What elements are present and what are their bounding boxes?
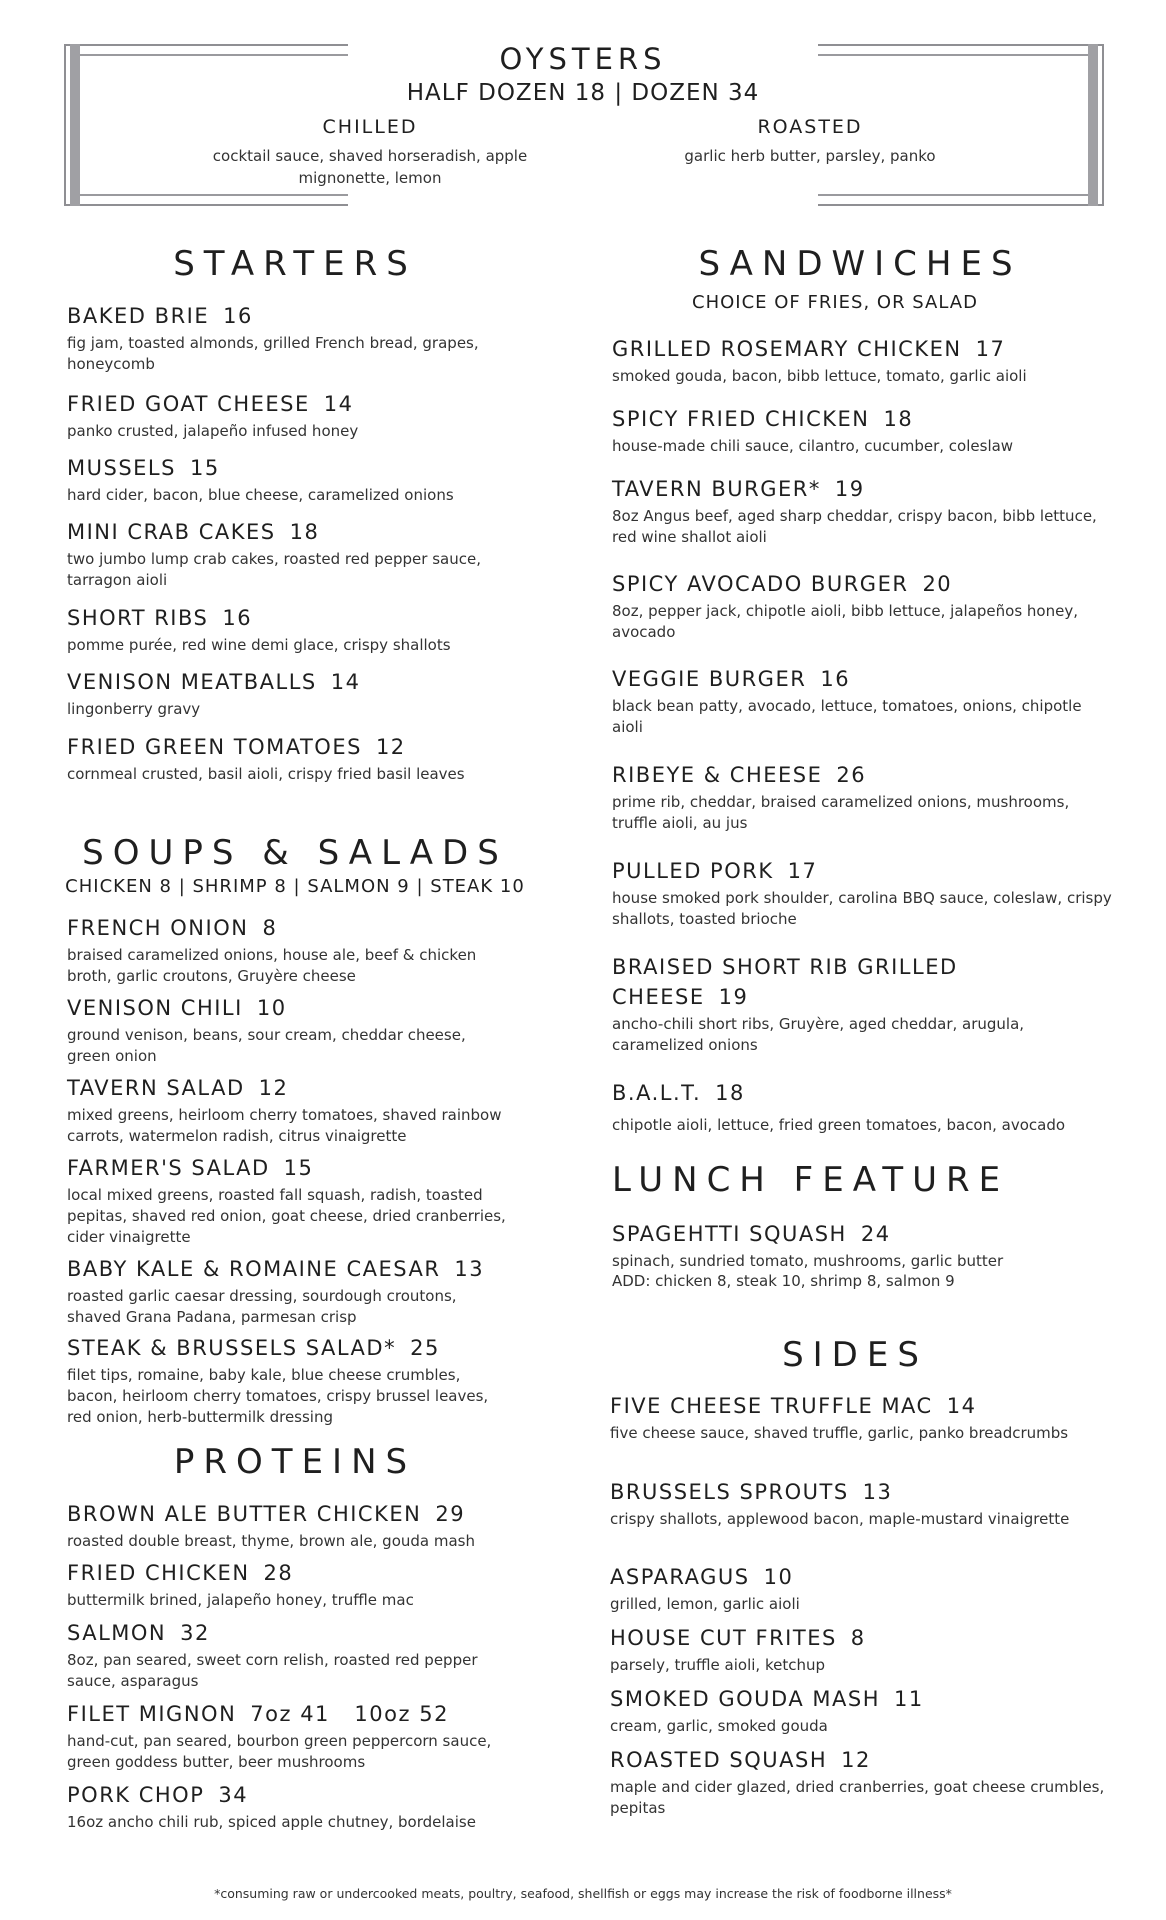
menu-item: [612, 475, 1112, 548]
item-desc: cornmeal crusted, basil aioli, crispy fried basil leaves: [67, 765, 465, 783]
item-desc: smoked gouda, bacon, bibb lettuce, tomato, garlic aioli: [612, 367, 1027, 385]
menu-item: [612, 761, 1112, 834]
item-price: 16: [223, 304, 253, 328]
item-name: PORK CHOP: [67, 1783, 205, 1807]
item-price: 15: [283, 1156, 314, 1180]
item-name: SPICY FRIED CHICKEN: [612, 407, 870, 431]
item-price: 26: [836, 763, 867, 787]
item-price: 13: [454, 1257, 485, 1281]
soups-salads-addons: CHICKEN 8 | SHRIMP 8 | SALMON 9 | STEAK 10: [65, 876, 525, 897]
item-desc: two jumbo lump crab cakes, roasted red pepper sauce, tarragon aioli: [67, 550, 481, 589]
sandwiches-subtitle: CHOICE OF FRIES, OR SALAD: [692, 292, 978, 313]
item-price: 18: [715, 1081, 745, 1105]
item-desc: panko crusted, jalapeño infused honey: [67, 422, 359, 440]
item-desc: mixed greens, heirloom cherry tomatoes, shaved rainbow carrots, watermelon radish, citrus vinaigrette: [67, 1106, 502, 1145]
item-desc: ancho-chili short ribs, Gruyère, aged cheddar, arugula, caramelized onions: [612, 1015, 1025, 1054]
menu-item: [67, 1700, 507, 1773]
item-desc: crispy shallots, applewood bacon, maple-mustard vinaigrette: [610, 1510, 1070, 1528]
item-price: 19: [718, 985, 749, 1009]
item-price: 8: [262, 916, 278, 940]
menu-item: [612, 335, 1112, 387]
item-desc: 8oz Angus beef, aged sharp cheddar, crispy bacon, bibb lettuce, red wine shallot aioli: [612, 507, 1097, 546]
item-price: 8: [850, 1626, 866, 1650]
item-price: 32: [180, 1621, 210, 1645]
item-desc: maple and cider glazed, dried cranberries, goat cheese crumbles, pepitas: [610, 1778, 1105, 1817]
item-price: 17: [975, 337, 1006, 361]
menu-item: [610, 1392, 1110, 1444]
item-price: 11: [893, 1687, 924, 1711]
menu-item: [67, 1334, 507, 1428]
item-name: BAKED BRIE: [67, 304, 210, 328]
item-desc: 8oz, pepper jack, chipotle aioli, bibb lettuce, jalapeños honey, avocado: [612, 602, 1078, 641]
menu-item: [612, 857, 1112, 930]
item-desc: roasted double breast, thyme, brown ale, gouda mash: [67, 1532, 475, 1550]
item-name: PULLED PORK: [612, 859, 774, 883]
menu-item: [67, 1074, 507, 1147]
item-price: 34: [218, 1783, 249, 1807]
item-desc: ground venison, beans, sour cream, cheddar cheese, green onion: [67, 1026, 466, 1065]
item-desc: 8oz, pan seared, sweet corn relish, roasted red pepper sauce, asparagus: [67, 1651, 478, 1690]
oysters-roasted-desc: garlic herb butter, parsley, panko: [684, 147, 936, 165]
menu-item: [67, 668, 507, 720]
item-name: SALMON: [67, 1621, 167, 1645]
oysters-frame-gap-bottom: [348, 190, 818, 210]
item-price: 16: [820, 667, 851, 691]
item-name: BROWN ALE BUTTER CHICKEN: [67, 1502, 422, 1526]
menu-item: [67, 994, 507, 1067]
item-name: SPICY AVOCADO BURGER: [612, 572, 909, 596]
item-name: MINI CRAB CAKES: [67, 520, 276, 544]
starters-title: STARTERS: [173, 244, 417, 284]
menu-item: [67, 390, 507, 442]
item-name: TAVERN BURGER*: [612, 477, 821, 501]
soups-salads-title: SOUPS & SALADS: [82, 833, 508, 873]
menu-item: [67, 914, 507, 987]
item-name: TAVERN SALAD: [67, 1076, 245, 1100]
item-desc: grilled, lemon, garlic aioli: [610, 1595, 800, 1613]
menu-item: [610, 1478, 1110, 1530]
menu-item: [612, 953, 1112, 1056]
oysters-price: HALF DOZEN 18 | DOZEN 34: [406, 80, 760, 106]
item-desc: prime rib, cheddar, braised caramelized onions, mushrooms, truffle aioli, au jus: [612, 793, 1070, 832]
item-price: 25: [410, 1336, 440, 1360]
item-price: 10: [256, 996, 287, 1020]
item-name: SHORT RIBS: [67, 606, 209, 630]
item-name: ROASTED SQUASH: [610, 1748, 828, 1772]
item-name: RIBEYE & CHEESE: [612, 763, 823, 787]
item-desc: house smoked pork shoulder, carolina BBQ sauce, coleslaw, crispy shallots, toasted brioche: [612, 889, 1112, 928]
proteins-title: PROTEINS: [173, 1442, 417, 1482]
item-name: ASPARAGUS: [610, 1565, 750, 1589]
item-name: FRIED GOAT CHEESE: [67, 392, 310, 416]
menu-item: [67, 604, 507, 656]
item-price: 14: [946, 1394, 977, 1418]
item-name: VEGGIE BURGER: [612, 667, 807, 691]
item-name: BRUSSELS SPROUTS: [610, 1480, 849, 1504]
item-name: B.A.L.T.: [612, 1081, 702, 1105]
item-desc: filet tips, romaine, baby kale, blue cheese crumbles, bacon, heirloom cherry tomatoes, crispy brussel leaves, red onion, herb-buttermilk dressing: [67, 1366, 489, 1426]
menu-item: [67, 1255, 507, 1328]
item-desc: house-made chili sauce, cilantro, cucumber, coleslaw: [612, 437, 1014, 455]
item-desc: braised caramelized onions, house ale, beef & chicken broth, garlic croutons, Gruyère cheese: [67, 946, 477, 985]
item-name: SMOKED GOUDA MASH: [610, 1687, 880, 1711]
menu-item: [610, 1746, 1110, 1819]
menu-item: [67, 733, 507, 785]
item-desc: pomme purée, red wine demi glace, crispy shallots: [67, 636, 451, 654]
menu-item: [67, 1500, 507, 1552]
item-name: VENISON CHILI: [67, 996, 243, 1020]
item-price: 10: [763, 1565, 794, 1589]
item-price: 29: [435, 1502, 466, 1526]
item-price: 16: [222, 606, 253, 630]
item-desc: local mixed greens, roasted fall squash, radish, toasted pepitas, shaved red onion, goat cheese, dried cranberries, cider vinaigrette: [67, 1186, 506, 1246]
item-desc: spinach, sundried tomato, mushrooms, garlic butter: [612, 1252, 1004, 1270]
item-price: 7oz 41 10oz 52: [250, 1702, 449, 1726]
menu-item: [67, 1781, 507, 1833]
item-name: FILET MIGNON: [67, 1702, 237, 1726]
item-price: 17: [787, 859, 818, 883]
foodborne-illness-disclaimer: *consuming raw or undercooked meats, poultry, seafood, shellfish or eggs may increase the risk of foodborne illness*: [214, 1886, 952, 1901]
item-name: HOUSE CUT FRITES: [610, 1626, 837, 1650]
menu-item: [67, 1154, 507, 1248]
menu-item: [612, 570, 1112, 643]
oysters-title: OYSTERS: [499, 42, 667, 76]
item-desc: fig jam, toasted almonds, grilled French bread, grapes, honeycomb: [67, 334, 479, 373]
item-name: STEAK & BRUSSELS SALAD*: [67, 1336, 397, 1360]
item-price: 15: [189, 456, 220, 480]
menu-item: [612, 1220, 1112, 1291]
item-name: MUSSELS: [67, 456, 176, 480]
item-price: 18: [289, 520, 320, 544]
item-desc: five cheese sauce, shaved truffle, garlic, panko breadcrumbs: [610, 1424, 1069, 1442]
item-desc: roasted garlic caesar dressing, sourdough croutons, shaved Grana Padana, parmesan crisp: [67, 1287, 457, 1326]
item-price: 12: [841, 1748, 871, 1772]
menu-item: [612, 405, 1112, 457]
item-name-line2: CHEESE: [612, 985, 705, 1009]
menu-item: [610, 1624, 1110, 1676]
item-desc: 16oz ancho chili rub, spiced apple chutney, bordelaise: [67, 1813, 476, 1831]
item-price: 12: [258, 1076, 289, 1100]
item-price: 13: [862, 1480, 893, 1504]
menu-item: [67, 518, 507, 591]
lunch-feature-title: LUNCH FEATURE: [612, 1160, 1010, 1200]
menu-item: [612, 1079, 1112, 1136]
item-desc: hand-cut, pan seared, bourbon green peppercorn sauce, green goddess butter, beer mushrooms: [67, 1732, 492, 1771]
item-name: GRILLED ROSEMARY CHICKEN: [612, 337, 962, 361]
sandwiches-title: SANDWICHES: [698, 244, 1022, 284]
menu-item: [67, 1559, 507, 1611]
menu-item: [67, 454, 507, 506]
item-name: FRIED CHICKEN: [67, 1561, 250, 1585]
item-price: 12: [375, 735, 406, 759]
menu-item: [610, 1685, 1110, 1737]
item-price: 14: [330, 670, 361, 694]
oysters-chilled-title: CHILLED: [322, 116, 418, 138]
menu-item: [612, 665, 1112, 738]
item-name: BRAISED SHORT RIB GRILLED: [612, 955, 958, 979]
item-name: SPAGEHTTI SQUASH: [612, 1222, 847, 1246]
item-name: FRENCH ONION: [67, 916, 249, 940]
item-desc: buttermilk brined, jalapeño honey, truffle mac: [67, 1591, 414, 1609]
item-desc: chipotle aioli, lettuce, fried green tomatoes, bacon, avocado: [612, 1116, 1066, 1134]
item-name: FRIED GREEN TOMATOES: [67, 735, 362, 759]
item-name: FIVE CHEESE TRUFFLE MAC: [610, 1394, 933, 1418]
item-name: VENISON MEATBALLS: [67, 670, 317, 694]
item-desc: black bean patty, avocado, lettuce, tomatoes, onions, chipotle aioli: [612, 697, 1082, 736]
item-price: 18: [883, 407, 914, 431]
item-name: BABY KALE & ROMAINE CAESAR: [67, 1257, 441, 1281]
oysters-chilled-desc: cocktail sauce, shaved horseradish, apple mignonette, lemon: [212, 147, 528, 187]
item-name: FARMER'S SALAD: [67, 1156, 270, 1180]
sides-title: SIDES: [782, 1335, 928, 1375]
oysters-roasted-title: ROASTED: [757, 116, 863, 138]
menu-item: [610, 1563, 1110, 1615]
item-price: 19: [834, 477, 865, 501]
item-price: 20: [922, 572, 953, 596]
item-desc: cream, garlic, smoked gouda: [610, 1717, 828, 1735]
item-price: 14: [323, 392, 354, 416]
item-price: 28: [263, 1561, 294, 1585]
menu-item: [67, 1619, 507, 1692]
item-desc: lingonberry gravy: [67, 700, 201, 718]
item-desc: parsely, truffle aioli, ketchup: [610, 1656, 826, 1674]
item-addons: ADD: chicken 8, steak 10, shrimp 8, salmon 9: [612, 1272, 955, 1290]
menu-item: [67, 302, 507, 375]
item-price: 24: [860, 1222, 891, 1246]
item-desc: hard cider, bacon, blue cheese, caramelized onions: [67, 486, 454, 504]
